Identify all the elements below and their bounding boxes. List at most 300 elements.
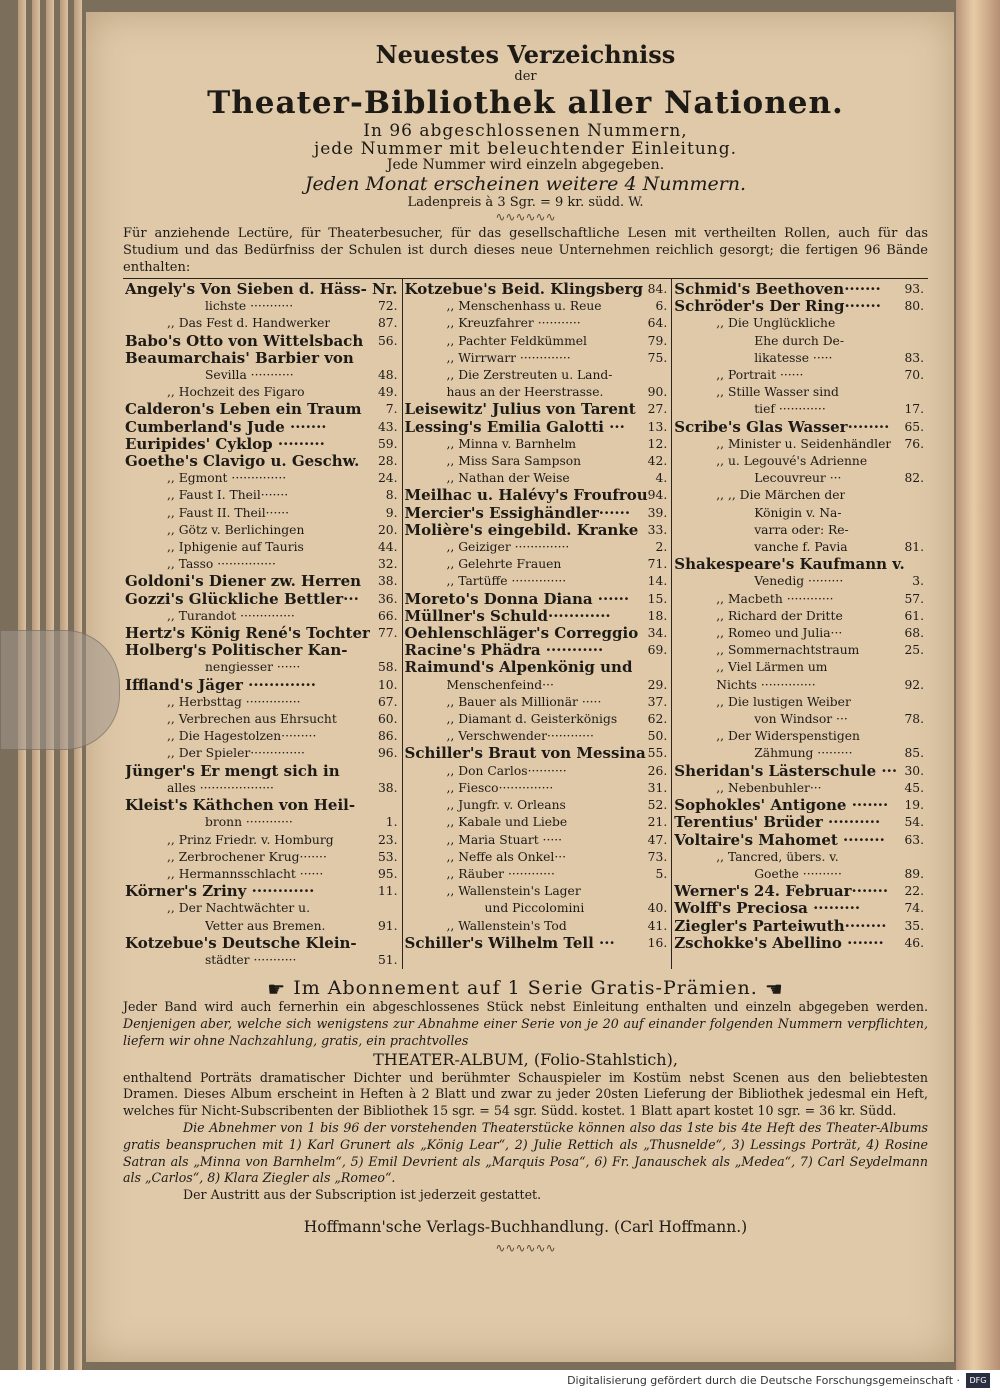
catalog-entry [125, 625, 398, 642]
catalog-entry-number: 82. [904, 471, 924, 486]
catalog-entry [405, 350, 668, 367]
catalog-entry-number: 71. [647, 557, 668, 572]
catalog-entry-title: bronn ············ [205, 815, 293, 830]
catalog-entry-number: 90. [647, 385, 668, 400]
catalog-entry [405, 832, 668, 849]
catalog-entry-title: tief ············ [754, 402, 826, 417]
catalog-entry-title: Scribe's Glas Wasser········ [674, 418, 890, 436]
catalog-entry [125, 900, 398, 917]
catalog-entry-title: ,, Geiziger ·············· [446, 540, 570, 555]
catalog-column-3 [671, 279, 928, 969]
catalog-entry-number: 7. [385, 402, 398, 417]
catalog-entry [405, 573, 668, 590]
catalog-entry [674, 315, 924, 332]
catalog-entry-number: 1. [385, 815, 398, 830]
catalog-column-1 [123, 279, 402, 969]
catalog-entry-title: ,, Die Zerstreuten u. Land- [446, 368, 613, 383]
catalog-entry-number: 76. [904, 436, 924, 451]
catalog-entry [405, 694, 668, 711]
catalog-entry [125, 608, 398, 625]
catalog-entry-title: Raimund's Alpenkönig und [404, 659, 633, 677]
header-line5: Jede Nummer wird einzeln abgegeben. [386, 157, 665, 173]
catalog-entry-title: ,, Wallenstein's Lager [446, 884, 581, 899]
catalog-entry-title: Kotzebue's Deutsche Klein- [125, 934, 357, 952]
catalog-entry [125, 814, 398, 831]
catalog-entry [405, 797, 668, 814]
catalog-entry-number: 29. [647, 677, 668, 692]
catalog-entry-title: Moreto's Donna Diana ······ [404, 590, 630, 608]
catalog-entry-title: ,, Tancred, übers. v. [716, 849, 839, 864]
catalog-entry-number: 17. [904, 402, 924, 417]
catalog-entry [674, 298, 924, 315]
catalog-entry-number: 45. [904, 780, 924, 795]
catalog-entry-title: Mercier's Essighändler······ [404, 504, 631, 522]
subscription-text-a: Jeder Band wird auch fernerhin ein abgeschlossenes Stück nebst Einleitung enthalten und einzeln abgegeben werden. [123, 999, 928, 1015]
catalog-entry [674, 797, 924, 814]
catalog-entry [674, 453, 924, 470]
catalog-entry-number: 23. [377, 832, 398, 847]
catalog-entry-number: 61. [904, 608, 924, 623]
catalog-entry-number: 95. [377, 866, 398, 881]
catalog-entry [674, 883, 924, 900]
catalog-entry-number: 36. [377, 591, 398, 606]
catalog-entry [405, 642, 668, 659]
catalog-entry [405, 556, 668, 573]
catalog-entry-number: 38. [377, 574, 398, 589]
catalog-entry-title: ,, Iphigenie auf Tauris [167, 540, 304, 555]
album-portraits: Die Abnehmer von 1 bis 96 der vorstehenden Theaterstücke können also das 1ste bis 4te Heft des Theater-Albums gratis beanspruchen mit 1) Karl Grunert als „König Lear“, 2) Julie Rettich als „Thusnelde“, 3) Lessings Porträt, 4) Rosine Satran als „Minna von Barnhelm“, 5) Emil Devrient als „Marquis Posa“, 6) Fr. Janauschek als „Medea“, 7) Carl Seydelmann als „Carlos“, 8) Klara Ziegler als „Romeo“. [123, 1119, 928, 1186]
ornament-divider: ∿∿∿∿∿∿ [495, 1240, 556, 1255]
catalog-entry [405, 298, 668, 315]
catalog-entry-title: Zähmung ········· [754, 746, 853, 761]
catalog-entry [125, 935, 398, 952]
catalog-entry [674, 384, 924, 401]
catalog-entry-title: Zschokke's Abellino ······· [674, 934, 884, 952]
catalog-entry-title: Kotzebue's Beid. Klingsberg [404, 281, 643, 298]
catalog-entry-title: Beaumarchais' Barbier von [125, 349, 354, 367]
dfg-logo: DFG [966, 1373, 990, 1388]
catalog-entry-number: 91. [377, 918, 398, 933]
catalog-entry-title: Shakespeare's Kaufmann v. [674, 556, 905, 574]
catalog-entry-title: ,, Egmont ·············· [167, 471, 287, 486]
catalog-entry-title: ,, Die Hagestolzen········· [167, 729, 317, 744]
catalog-entry-title: ,, Richard der Dritte [716, 608, 843, 623]
catalog-entry-title: Cumberland's Jude ······· [125, 418, 327, 436]
catalog-entry [674, 728, 924, 745]
catalog-entry-number: 94. [647, 488, 668, 503]
catalog-entry-number: 57. [904, 591, 924, 606]
header-line3: In 96 abgeschlossenen Nummern, [363, 121, 688, 141]
catalog-entry-title: ,, Turandot ·············· [167, 608, 295, 623]
catalog-entry-title: ,, Faust I. Theil······· [167, 488, 289, 503]
book-spine [956, 0, 1000, 1370]
catalog-entry-number: 65. [904, 419, 924, 434]
catalog-entry-title: Schiller's Braut von Messina [404, 745, 646, 763]
catalog-entry-number: 44. [377, 540, 398, 555]
catalog-entry-title: ,, Romeo und Julia··· [716, 626, 843, 641]
catalog-entry [125, 918, 398, 935]
catalog-entry [674, 711, 924, 728]
catalog-entry-number: 18. [647, 608, 668, 623]
catalog-entry [405, 315, 668, 332]
catalog-entry-title: ,, Faust II. Theil······ [167, 505, 290, 520]
catalog-entry-title: Leisewitz' Julius von Tarent [404, 401, 636, 419]
catalog-entry-title: ,, Der Widerspenstigen [716, 729, 860, 744]
catalog-entry-title: Angely's Von Sieben d. Häss- Nr. [125, 281, 398, 298]
catalog-entry-title: Königin v. Na- [754, 505, 842, 520]
catalog-entry [405, 659, 668, 676]
catalog-entry [405, 625, 668, 642]
catalog-entry-title: Ziegler's Parteiwuth········ [674, 917, 887, 935]
catalog-entry-title: ,, Diamant d. Geisterkönigs [446, 712, 618, 727]
catalog-entry [674, 849, 924, 866]
catalog-entry-number: 20. [377, 522, 398, 537]
catalog-entry-number: 27. [647, 402, 668, 417]
footer-text: Digitalisierung gefördert durch die Deutsche Forschungsgemeinschaft · [567, 1374, 960, 1387]
catalog-entry-number: 52. [647, 798, 668, 813]
catalog-entry [125, 522, 398, 539]
catalog-entry-number: 86. [377, 729, 398, 744]
catalog-entry [405, 866, 668, 883]
catalog-entry [125, 832, 398, 849]
catalog-entry-title: ,, Viel Lärmen um [716, 660, 828, 675]
catalog-entry-number: 47. [647, 832, 668, 847]
catalog-entry [405, 401, 668, 418]
catalog-entry-title: ,, Menschenhass u. Reue [446, 299, 602, 314]
catalog-entry [125, 281, 398, 298]
catalog-entry [674, 556, 924, 573]
catalog-entry-number: 4. [655, 471, 668, 486]
catalog-entry-number: 64. [647, 316, 668, 331]
header-line1: Neuestes Verzeichniss [375, 40, 676, 69]
catalog-entry [674, 436, 924, 453]
catalog-entry-title: Wolff's Preciosa ········· [674, 900, 861, 918]
header-line6: Jeden Monat erscheinen weitere 4 Nummern. [304, 173, 747, 195]
catalog-entry-number: 93. [904, 282, 924, 296]
catalog-entry [405, 591, 668, 608]
catalog-entry [125, 642, 398, 659]
catalog-entry-number: 39. [647, 505, 668, 520]
catalog-entry-number: 53. [377, 849, 398, 864]
pointing-hand-icon: ☛ [267, 977, 287, 1002]
catalog-entry-title: Müllner's Schuld············ [404, 607, 611, 625]
catalog-entry [405, 522, 668, 539]
catalog-entry-title: Terentius' Brüder ·········· [674, 814, 881, 832]
catalog-entry-title: ,, Miss Sara Sampson [446, 454, 582, 469]
catalog-entry [125, 797, 398, 814]
catalog-entry-number: 26. [647, 763, 668, 778]
catalog-entry [405, 918, 668, 935]
catalog-entry-number: 84. [647, 282, 668, 296]
catalog-entry [125, 659, 398, 676]
catalog-entry-number: 77. [377, 626, 398, 641]
catalog-entry-title: ,, Herbsttag ·············· [167, 694, 301, 709]
catalog-entry [125, 315, 398, 332]
catalog-entry-number: 5. [655, 866, 668, 881]
catalog-entry-title: Babo's Otto von Wittelsbach [125, 332, 364, 350]
catalog-entry-number: 25. [904, 643, 924, 658]
catalog-entry-number: 12. [647, 436, 668, 451]
catalog-entry-number: 63. [904, 832, 924, 847]
catalog-entry-number: 6. [655, 299, 668, 314]
catalog-entry-number: 32. [377, 557, 398, 572]
catalog-entry [674, 470, 924, 487]
catalog-entry-number: 41. [647, 918, 668, 933]
publisher-line: Hoffmann'sche Verlags-Buchhandlung. (Carl Hoffmann.) [303, 1217, 748, 1236]
catalog-entry-title: ,, Sommernachtstraum [716, 643, 860, 658]
catalog-entry-title: Euripides' Cyklop ········· [125, 435, 325, 453]
catalog-entry-title: ,, Macbeth ············ [716, 591, 834, 606]
catalog-entry [674, 573, 924, 590]
catalog-entry-title: Lecouvreur ··· [754, 471, 842, 486]
catalog-entry-title: ,, Das Fest d. Handwerker [167, 316, 331, 331]
catalog-entry [405, 384, 668, 401]
catalog-entry-number: 83. [904, 350, 924, 365]
catalog-entry-number: 75. [647, 350, 668, 365]
catalog-entry-number: 30. [904, 763, 924, 778]
catalog-entry-number: 73. [647, 849, 668, 864]
catalog-entry-number: 10. [377, 677, 398, 692]
catalog-entry [125, 745, 398, 762]
catalog-entry [405, 849, 668, 866]
catalog-entry-number: 55. [647, 746, 668, 761]
catalog-entry [125, 677, 398, 694]
catalog-entry-title: Goldoni's Diener zw. Herren [125, 573, 362, 591]
catalog-entry-number: 79. [647, 333, 668, 348]
album-title: THEATER-ALBUM, (Folio-Stahlstich), [373, 1049, 678, 1069]
catalog-entry-title: ,, Tasso ··············· [167, 557, 276, 572]
catalog-entry [405, 487, 668, 504]
catalog-entry-title: Goethe's Clavigo u. Geschw. [125, 453, 360, 471]
catalog-entry-number: 68. [904, 626, 924, 641]
catalog-entry-number: 59. [377, 436, 398, 451]
catalog-entry-title: Gozzi's Glückliche Bettler··· [125, 590, 359, 608]
catalog-entry-title: haus an der Heerstrasse. [446, 385, 604, 400]
catalog-entry-title: ,, Räuber ············ [446, 866, 555, 881]
catalog-entry-title: ,, Minna v. Barnhelm [446, 436, 577, 451]
catalog-entry [674, 935, 924, 952]
catalog-entry-title: nengiesser ······ [205, 660, 301, 675]
footer-bar [0, 1370, 1000, 1392]
catalog-entry-number: 74. [904, 901, 924, 916]
catalog-entry [405, 677, 668, 694]
catalog-entry-number: 81. [904, 540, 924, 555]
price-line: Ladenpreis à 3 Sgr. = 9 kr. südd. W. [407, 195, 644, 210]
catalog-entry-title: ,, Verbrechen aus Ehrsucht [167, 712, 337, 727]
catalog-entry-number: 72. [377, 299, 398, 314]
catalog-entry-number: 54. [904, 815, 924, 830]
catalog-entry [125, 436, 398, 453]
catalog-entry-title: ,, Don Carlos·········· [446, 763, 567, 778]
catalog-entry [674, 659, 924, 676]
page-title: Theater-Bibliothek aller Nationen. [207, 85, 844, 121]
catalog-entry-title: ,, ,, Die Märchen der [716, 488, 846, 503]
catalog-entry-title: Sophokles' Antigone ······· [674, 797, 889, 815]
catalog-entry [405, 453, 668, 470]
ornament-divider: ∿∿∿∿∿∿ [495, 210, 556, 224]
catalog-entry-title: von Windsor ··· [754, 712, 848, 727]
catalog-entry [405, 763, 668, 780]
catalog-entry-number: 11. [377, 884, 398, 899]
catalog-entry-number: 31. [647, 780, 668, 795]
catalog-entry-number: 92. [904, 677, 924, 692]
catalog-entry-title: ,, Stille Wasser sind [716, 385, 839, 400]
catalog-entry-title: ,, Wallenstein's Tod [446, 918, 567, 933]
catalog-entry [405, 900, 668, 917]
intro-text: Für anziehende Lectüre, für Theaterbesucher, für das gesellschaftliche Lesen mit vertheilten Rollen, auch für das Studium und das Bedürfniss der Schulen ist durch dieses neue Unternehmen reichlich gesorgt; die fertigen 96 Bände enthalten: [123, 226, 928, 275]
catalog-entry-number: 51. [377, 952, 398, 967]
catalog-entry [405, 367, 668, 384]
catalog-entry-title: lichste ··········· [205, 299, 294, 314]
catalog-entry-number: 48. [377, 368, 398, 383]
catalog-entry-title: Jünger's Er mengt sich in [125, 762, 340, 780]
catalog-entry [405, 539, 668, 556]
catalog-entry-title: Meilhac u. Halévy's Froufrou [404, 487, 648, 505]
catalog-entry-title: vanche f. Pavia [754, 540, 848, 555]
catalog-entry [674, 505, 924, 522]
catalog-entry [674, 591, 924, 608]
catalog-entry-number: 38. [377, 780, 398, 795]
catalog-entry [674, 814, 924, 831]
catalog-entry [125, 952, 398, 969]
catalog-entry [125, 866, 398, 883]
catalog-entry [125, 384, 398, 401]
catalog-entry [674, 333, 924, 350]
catalog-entry-title: Ehe durch De- [754, 333, 844, 348]
catalog-entry [674, 608, 924, 625]
catalog-entry-title: ,, Minister u. Seidenhändler [716, 436, 892, 451]
catalog-entry-number: 49. [377, 385, 398, 400]
catalog-entry-title: und Piccolomini [484, 901, 585, 916]
catalog-entry-number: 37. [647, 694, 668, 709]
catalog-entry-number: 34. [647, 626, 668, 641]
catalog-entry [125, 333, 398, 350]
catalog-entry [125, 470, 398, 487]
catalog-entry-title: ,, Wirrwarr ············· [446, 350, 571, 365]
catalog-entry-number: 62. [647, 712, 668, 727]
catalog-entry-title: Kleist's Käthchen von Heil- [125, 797, 356, 815]
catalog-entry [674, 522, 924, 539]
catalog-entry-title: Werner's 24. Februar······· [674, 883, 889, 901]
catalog-entry-title: Schröder's Der Ring······· [674, 298, 881, 316]
catalog-entry [125, 401, 398, 418]
catalog-entry [674, 832, 924, 849]
catalog-entry-number: 67. [377, 694, 398, 709]
catalog-columns [123, 278, 928, 969]
catalog-entry-title: ,, Verschwender············ [446, 729, 594, 744]
catalog-entry [674, 780, 924, 797]
catalog-entry-number: 42. [647, 454, 668, 469]
catalog-entry-number: 35. [904, 918, 924, 933]
catalog-entry-title: Iffland's Jäger ············· [125, 676, 317, 694]
catalog-entry-number: 58. [377, 660, 398, 675]
catalog-entry-title: ,, Die Unglückliche [716, 316, 836, 331]
catalog-entry [674, 763, 924, 780]
catalog-entry-title: ,, Bauer als Millionär ····· [446, 694, 602, 709]
catalog-entry-title: ,, Kreuzfahrer ··········· [446, 316, 581, 331]
catalog-entry [674, 900, 924, 917]
catalog-entry [674, 866, 924, 883]
catalog-entry-number: 66. [377, 608, 398, 623]
catalog-entry-title: Vetter aus Bremen. [205, 918, 326, 933]
catalog-entry-title: ,, Der Nachtwächter u. [167, 901, 310, 916]
catalog-entry [125, 419, 398, 436]
catalog-entry [125, 780, 398, 797]
catalog-entry [674, 539, 924, 556]
catalog-entry-number: 24. [377, 471, 398, 486]
catalog-entry-title: ,, Der Spieler·············· [167, 746, 305, 761]
catalog-entry-title: ,, Portrait ······ [716, 368, 804, 383]
catalog-entry-title: ,, Hochzeit des Figaro [167, 385, 305, 400]
catalog-entry [125, 728, 398, 745]
catalog-entry-number: 8. [385, 488, 398, 503]
catalog-entry-title: ,, Neffe als Onkel··· [446, 849, 567, 864]
catalog-entry-title: likatesse ····· [754, 350, 833, 365]
catalog-entry-number: 16. [647, 935, 668, 950]
catalog-entry-title: Voltaire's Mahomet ········ [674, 831, 885, 849]
catalog-entry [674, 401, 924, 418]
catalog-entry-number: 89. [904, 866, 924, 881]
catalog-entry [405, 608, 668, 625]
catalog-entry [674, 677, 924, 694]
pointing-hand-icon: ☚ [764, 977, 784, 1002]
catalog-entry-title: städter ··········· [205, 952, 297, 967]
catalog-entry-title: ,, Tartüffe ·············· [446, 574, 567, 589]
catalog-entry-title: ,, Fiesco·············· [446, 780, 554, 795]
catalog-entry-number: 46. [904, 935, 924, 950]
catalog-entry-title: Holberg's Politischer Kan- [125, 642, 348, 660]
catalog-entry-number: 60. [377, 712, 398, 727]
catalog-entry-title: ,, Pachter Feldkümmel [446, 333, 587, 348]
album-description: enthaltend Porträts dramatischer Dichter und berühmter Schauspieler im Kostüm nebst Scenen aus den beliebtesten Dramen. Dieses Album erscheint in Heften à 2 Blatt und zwar zu jeder 20sten Lieferung der Bibliothek jedesmal ein Heft, welches für Nicht-Subscribenten der Bibliothek 15 sgr. = 54 sgr. Südd. kostet. 1 Blatt apart kostet 10 sgr. = 36 kr. Südd. [123, 1069, 928, 1119]
catalog-entry-number: 9. [385, 505, 398, 520]
header-line4: jede Nummer mit beleuchtender Einleitung. [313, 139, 738, 159]
catalog-entry [405, 780, 668, 797]
catalog-entry [674, 419, 924, 436]
catalog-entry-title: ,, Kabale und Liebe [446, 815, 568, 830]
catalog-entry [405, 745, 668, 762]
catalog-entry [405, 419, 668, 436]
catalog-entry-title: Hertz's König René's Tochter [125, 625, 370, 643]
catalog-entry [405, 883, 668, 900]
catalog-entry-number: 80. [904, 299, 924, 314]
catalog-entry-title: Calderon's Leben ein Traum [125, 401, 362, 419]
catalog-entry-title: Schmid's Beethoven······· [674, 281, 881, 298]
catalog-entry [405, 728, 668, 745]
catalog-entry-number: 50. [647, 729, 668, 744]
catalog-entry-title: ,, Hermannsschlacht ······ [167, 866, 324, 881]
catalog-entry-number: 22. [904, 884, 924, 899]
page-tab-marker [0, 630, 120, 750]
catalog-entry-title: Sheridan's Lästerschule ··· [674, 762, 898, 780]
catalog-entry [125, 505, 398, 522]
catalog-entry [125, 487, 398, 504]
subscription-exit-note: Der Austritt aus der Subscription ist jederzeit gestattet. [183, 1187, 542, 1203]
catalog-entry-title: ,, Maria Stuart ····· [446, 832, 563, 847]
catalog-entry-title: Menschenfeind··· [446, 677, 554, 692]
catalog-entry [125, 694, 398, 711]
catalog-entry [125, 849, 398, 866]
catalog-entry [405, 281, 668, 298]
subscription-title: Im Abonnement auf 1 Serie Gratis-Prämien. [293, 977, 758, 1000]
catalog-entry-title: ,, Jungfr. v. Orleans [446, 798, 566, 813]
catalog-entry [125, 298, 398, 315]
catalog-entry-title: ,, Nathan der Weise [446, 471, 570, 486]
catalog-entry-number: 15. [647, 591, 668, 606]
catalog-entry-number: 13. [647, 419, 668, 434]
header-line2: der [514, 69, 537, 84]
catalog-entry-title: Körner's Zriny ············ [125, 883, 315, 901]
